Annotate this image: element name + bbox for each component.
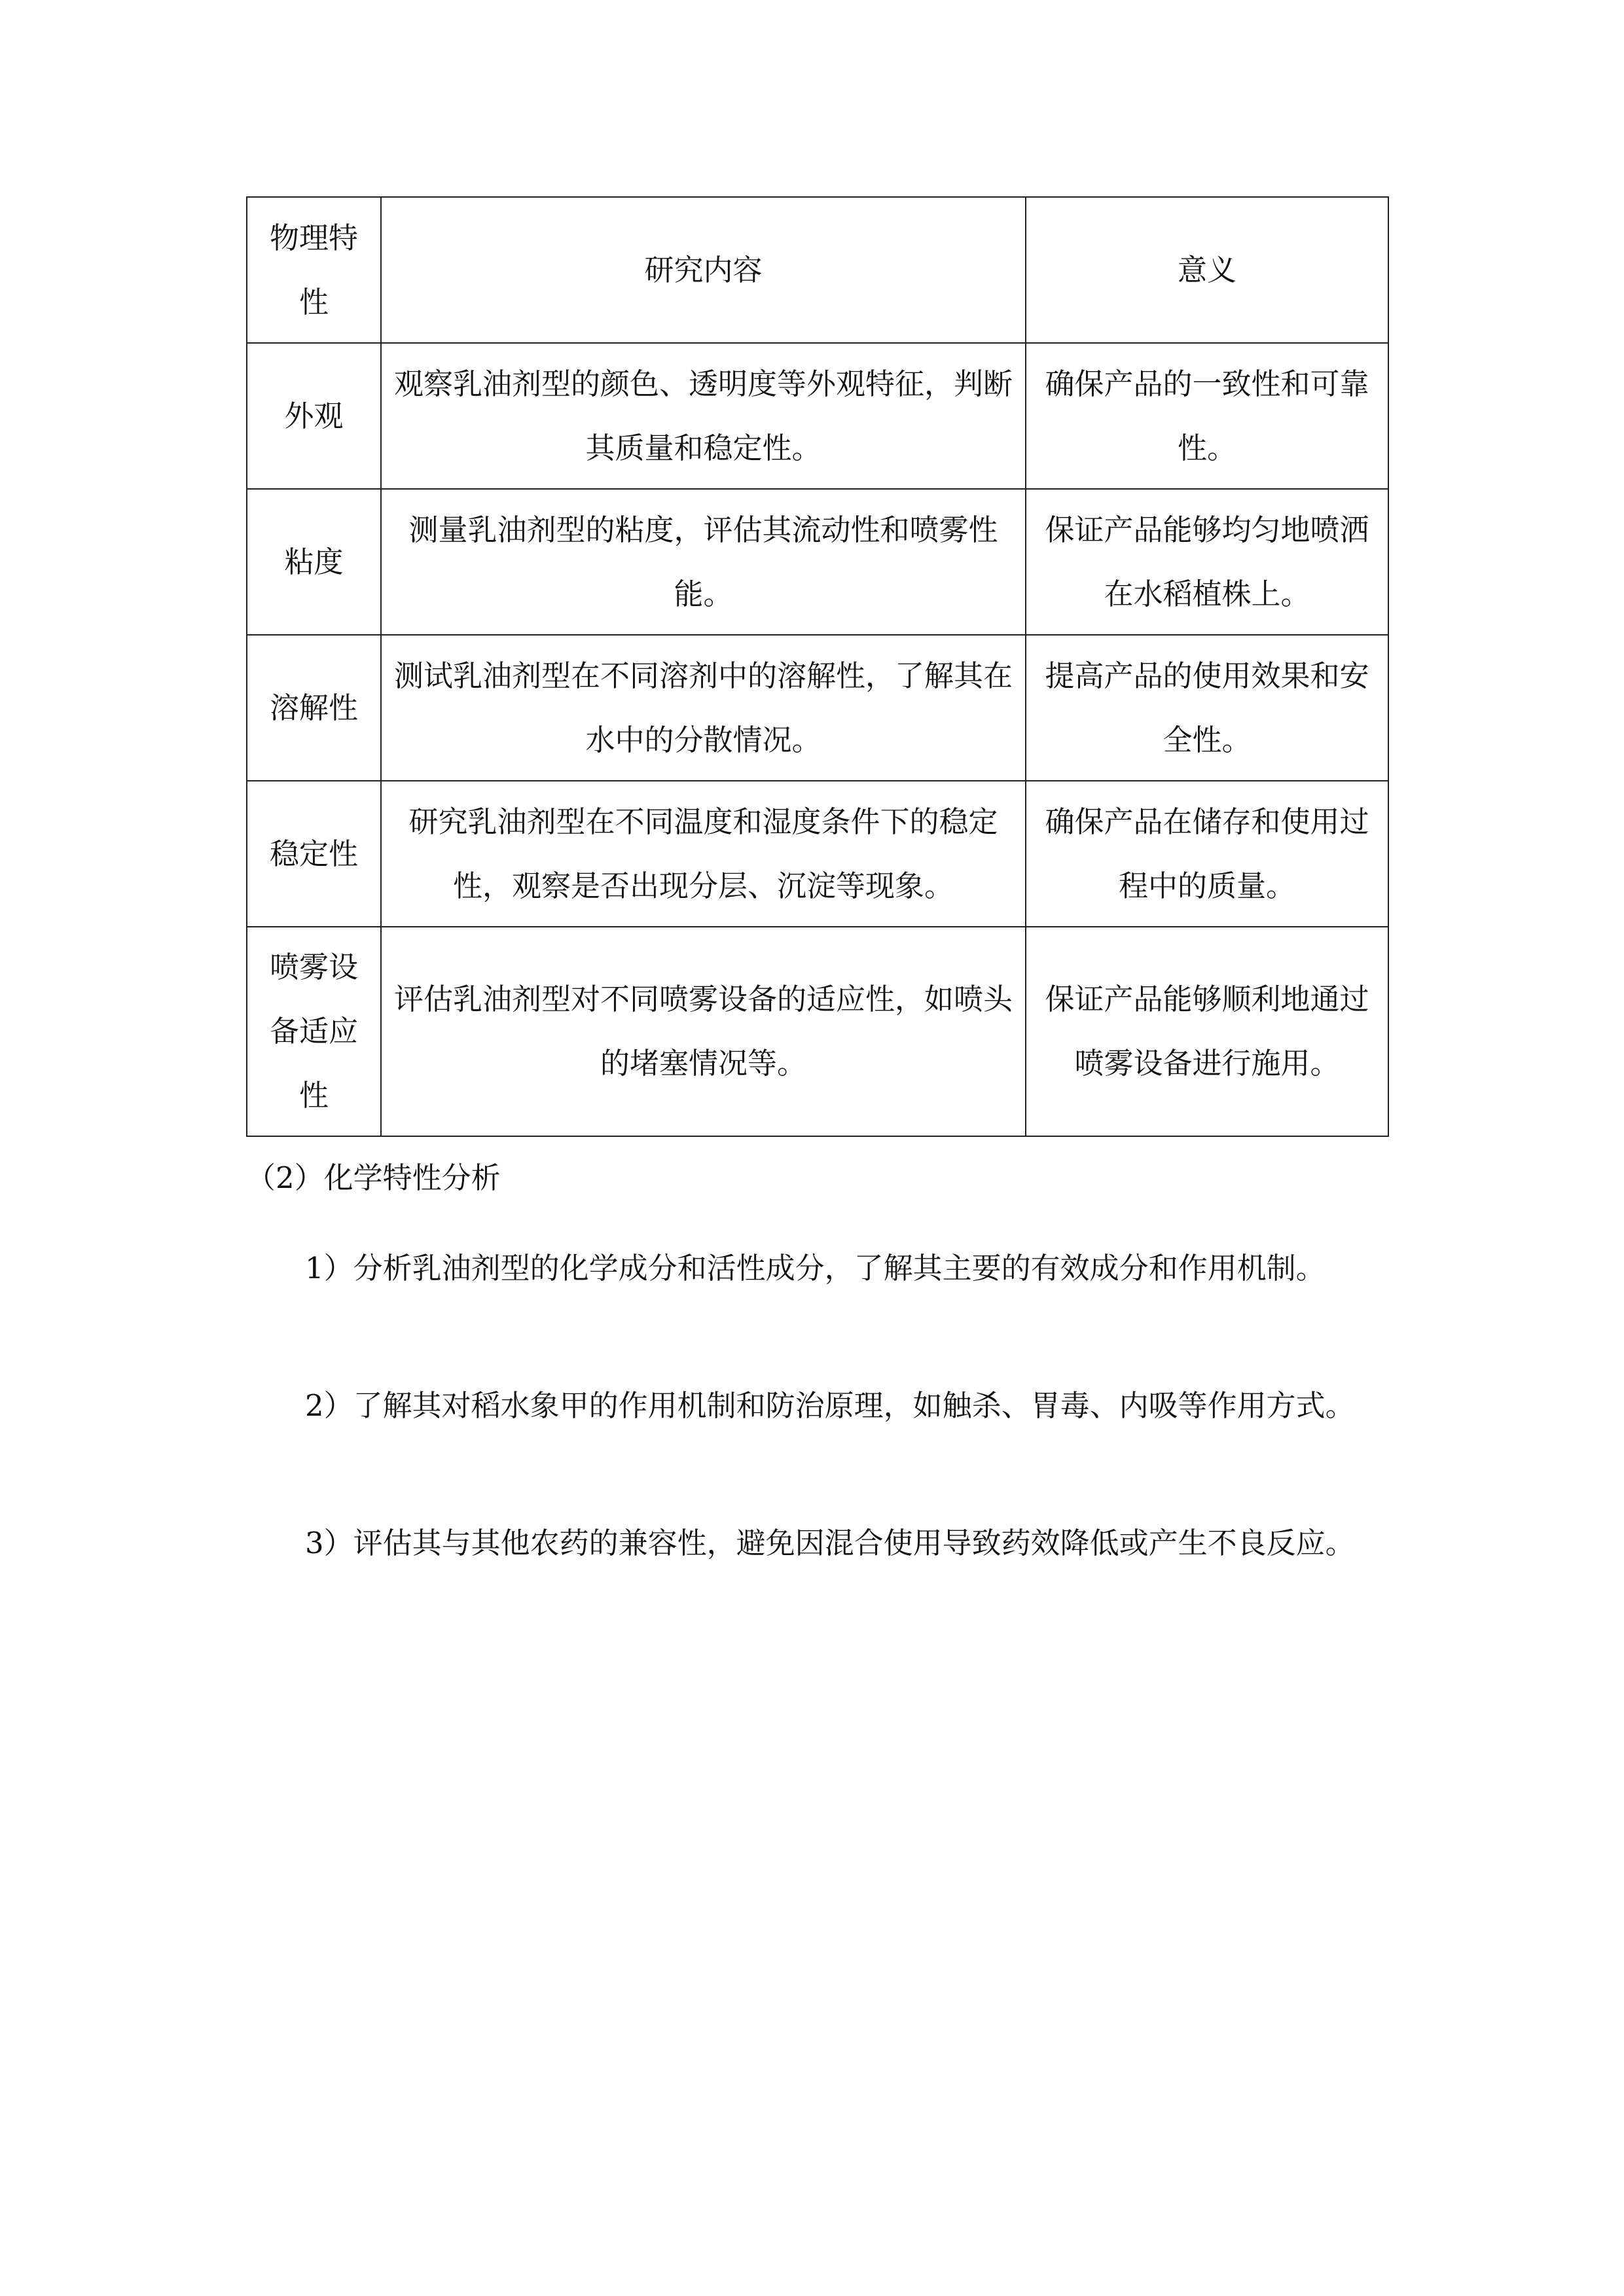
paragraph: 3）评估其与其他农药的兼容性，避免因混合使用导致药效降低或产生不良反应。 bbox=[305, 1526, 1355, 1560]
row-content: 研究乳油剂型在不同温度和湿度条件下的稳定性，观察是否出现分层、沉淀等现象。 bbox=[381, 781, 1026, 927]
row-property: 溶解性 bbox=[247, 635, 381, 781]
row-property: 稳定性 bbox=[247, 781, 381, 927]
row-content: 评估乳油剂型对不同喷雾设备的适应性，如喷头的堵塞情况等。 bbox=[381, 927, 1026, 1136]
row-property: 粘度 bbox=[247, 489, 381, 635]
table-row bbox=[247, 489, 1388, 635]
header-content: 研究内容 bbox=[381, 197, 1026, 343]
table-row bbox=[247, 781, 1388, 927]
row-meaning: 保证产品能够均匀地喷洒在水稻植株上。 bbox=[1026, 489, 1388, 635]
paragraph: 1）分析乳油剂型的化学成分和活性成分，了解其主要的有效成分和作用机制。 bbox=[305, 1251, 1326, 1285]
paragraph: 2）了解其对稻水象甲的作用机制和防治原理，如触杀、胃毒、内吸等作用方式。 bbox=[305, 1388, 1355, 1423]
row-property: 喷雾设备适应性 bbox=[247, 927, 381, 1136]
row-content: 测量乳油剂型的粘度，评估其流动性和喷雾性能。 bbox=[381, 489, 1026, 635]
section-heading: （2）化学特性分析 bbox=[246, 1160, 501, 1195]
header-property: 物理特性 bbox=[247, 197, 381, 343]
row-content: 观察乳油剂型的颜色、透明度等外观特征，判断其质量和稳定性。 bbox=[381, 343, 1026, 489]
row-meaning: 提高产品的使用效果和安全性。 bbox=[1026, 635, 1388, 781]
table-row bbox=[247, 927, 1388, 1136]
header-meaning: 意义 bbox=[1026, 197, 1388, 343]
row-meaning: 确保产品的一致性和可靠性。 bbox=[1026, 343, 1388, 489]
row-meaning: 保证产品能够顺利地通过喷雾设备进行施用。 bbox=[1026, 927, 1388, 1136]
table-row bbox=[247, 635, 1388, 781]
table-header-row bbox=[247, 197, 1388, 343]
table-row bbox=[247, 343, 1388, 489]
row-property: 外观 bbox=[247, 343, 381, 489]
row-content: 测试乳油剂型在不同溶剂中的溶解性，了解其在水中的分散情况。 bbox=[381, 635, 1026, 781]
physical-properties-table bbox=[246, 196, 1389, 1137]
row-meaning: 确保产品在储存和使用过程中的质量。 bbox=[1026, 781, 1388, 927]
